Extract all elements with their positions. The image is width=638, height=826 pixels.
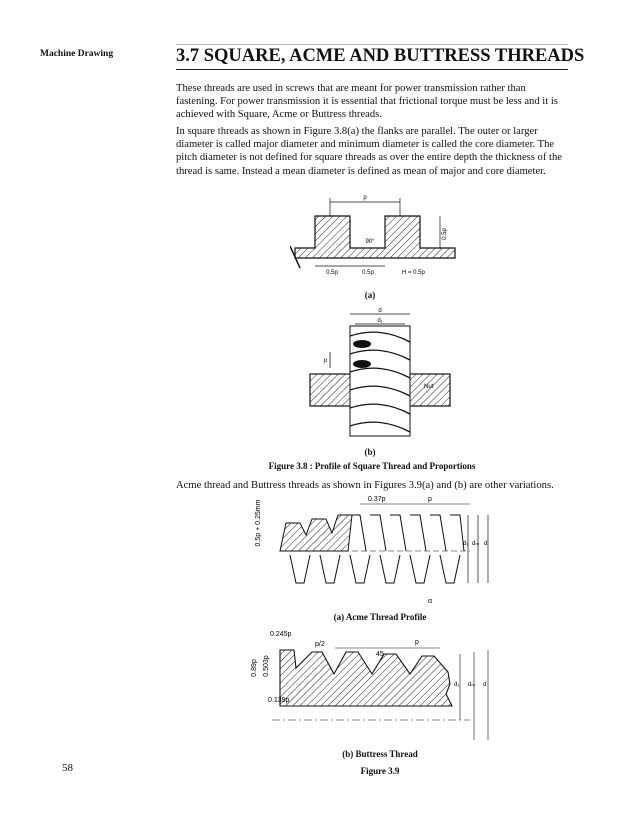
running-head: Machine Drawing [40, 49, 114, 59]
label-right-width: 0.5p [362, 270, 374, 276]
label-acme-top: 0.37p [368, 496, 386, 503]
page-number: 58 [62, 762, 73, 774]
label-angle: 90° [365, 239, 375, 245]
label-buttress-top: 0.245p [270, 631, 292, 638]
paragraph-2: In square threads as shown in Figure 3.8(a) the flanks are parallel. The outer or larger diameter is called major diameter and minimum diameter is called the core diameter. The pitch diameter is not defined for square threads as over the entire depth the thickness of the thread is same. Instead a mean diameter is defined as mean of major and core diameter. [176, 126, 562, 177]
label-p: p [363, 195, 367, 201]
figure-3-9a-acme-thread [250, 493, 500, 609]
figure-3-8a-square-thread [290, 188, 460, 288]
figure-3-9b-buttress-thread [250, 628, 500, 746]
label-buttress-d: d [483, 682, 487, 688]
label-half-p: 0.5p [442, 228, 448, 240]
label-d: d [378, 308, 382, 314]
label-buttress-half-p: p/2 [315, 641, 325, 648]
label-acme-d1: d₁ [463, 541, 469, 547]
label-nut: Nut [424, 384, 434, 390]
label-acme-alpha: α [428, 598, 433, 605]
label-left-width: 0.5p [326, 270, 338, 276]
label-buttress-dm: dₘ [468, 682, 476, 688]
label-acme-depth: 0.5p + 0.25mm [255, 499, 262, 547]
label-buttress-h1: 0.89p [251, 659, 258, 677]
caption-figure-3-9: Figure 3.9 [360, 766, 400, 776]
caption-3-8a: (a) [364, 290, 376, 300]
label-d1: d₁ [377, 318, 383, 324]
caption-figure-3-8: Figure 3.8 : Profile of Square Thread and Proportions [268, 461, 476, 471]
caption-acme: (a) Acme Thread Profile [333, 612, 427, 622]
caption-buttress: (b) Buttress Thread [342, 749, 418, 759]
label-buttress-angle: 45 [376, 651, 384, 658]
label-acme-dm: dₘ [472, 541, 480, 547]
label-acme-p: p [428, 496, 432, 503]
paragraph-3: Acme thread and Buttress threads as shown in Figures 3.9(a) and (b) are other variations. [176, 480, 554, 491]
label-pitch: p [324, 358, 328, 364]
label-buttress-root: 0.139p [268, 697, 290, 704]
label-height: H = 0.5p [402, 270, 425, 276]
title-rule [176, 44, 568, 45]
label-buttress-h2: 0.503p [263, 655, 270, 677]
figure-3-8b-screw-and-nut [300, 306, 460, 446]
label-acme-d: d [484, 541, 488, 547]
label-buttress-p: p [415, 639, 419, 646]
section-title: 3.7 SQUARE, ACME AND BUTTRESS THREADS [176, 46, 568, 70]
label-buttress-d1: d₁ [454, 682, 460, 688]
paragraph-1: These threads are used in screws that are meant for power transmission rather than fastening. For power transmission it is essential that frictional torque must be less and it is achieved with Square, Acme or Buttress threads. [176, 83, 558, 121]
caption-3-8b: (b) [364, 447, 376, 457]
